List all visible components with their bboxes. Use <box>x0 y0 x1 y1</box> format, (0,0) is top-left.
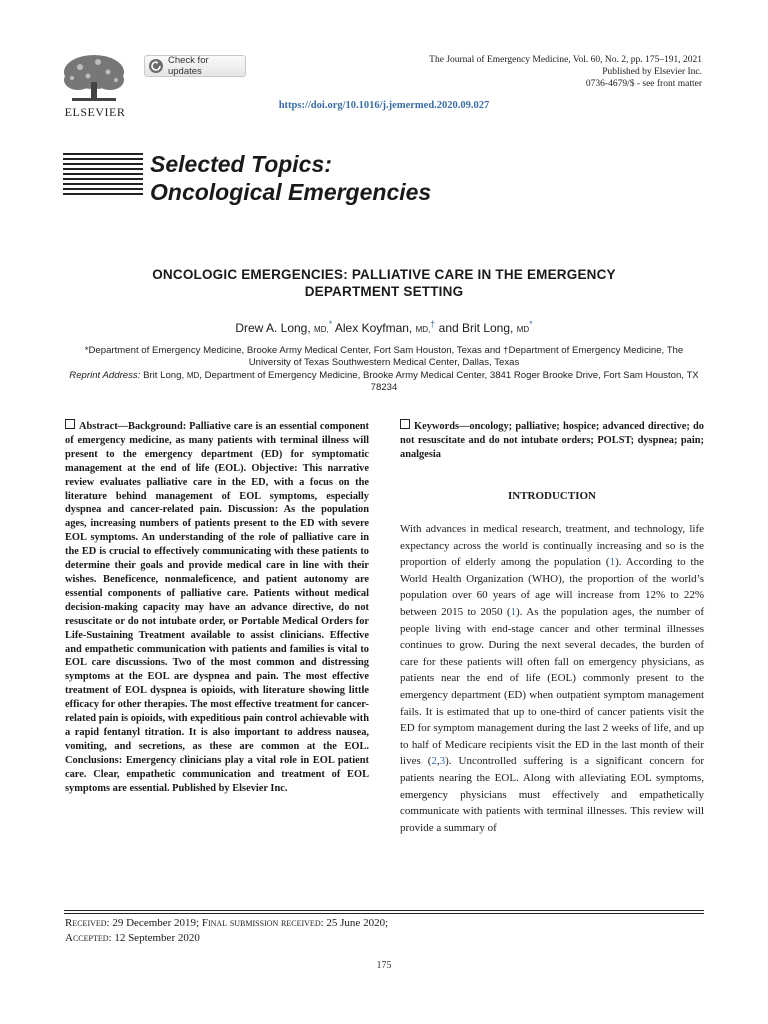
abstract <box>65 419 369 795</box>
article-title <box>90 266 678 300</box>
section-title <box>150 150 431 206</box>
keywords-box-icon <box>400 419 410 429</box>
introduction-heading: INTRODUCTION <box>507 490 596 502</box>
received-label: Received: <box>65 917 110 929</box>
section-rule-lines <box>63 153 143 203</box>
issn-line: 0736-4679/$ - see front matter <box>585 79 702 89</box>
accepted-label: Accepted: <box>65 931 112 944</box>
author-name: and Brit Long, <box>438 321 514 335</box>
affiliations <box>64 345 704 395</box>
final-date: 25 June 2020; <box>326 917 389 929</box>
section-title-line2: Oncological Emergencies <box>150 179 432 205</box>
keywords <box>400 419 704 462</box>
author-affil-mark[interactable]: † <box>430 319 436 329</box>
author-degree: MD <box>516 325 530 334</box>
citation-link[interactable]: 1 <box>609 556 616 569</box>
author-affil-mark[interactable]: * <box>529 319 533 329</box>
publisher-name: ELSEVIER <box>64 105 126 119</box>
received-date: 29 December 2019; <box>112 917 200 929</box>
check-updates-label: Check for updates <box>167 55 209 77</box>
abstract-text: Abstract—Background: Palliative care is an essential component of emergency medicine, as many patients with terminal illness will present to the emergency department (ED) for symptomatic management at the end of life (EOL). Objective: This narrative review evaluates palliative care in the ED, with a focus on the literature behind management of EOL symptoms, especially dyspnea and cancer-related pain. Discussion: As the population ages, increasing numbers of patients present to the ED with severe EOL symptoms. An understanding of the role of palliative care in the ED is crucial to effectively communicating with these patients to determine their goals and provide medical care in line with their wishes. Beneficence, nonmaleficence, and patient autonomy are essential components of palliative care. Patients without medical decision-making capacity may have an advance directive, do not resuscitate or do not intubate order, or Portable Medical Orders for Life-Sustaining Treatment available to assist clinicians. Effective and empathetic communication with patients and families is vital to EOL care discussions. Two of the most common and distressing symptoms at the EOL are dyspnea and pain. The most effective treatment of EOL dyspnea is opioids, with literature showing little efficacy for other therapies. The most effective treatment for cancer-related pain is opioids, with expeditious pain control achievable with a rapid fentanyl titration. It is also important to address nausea, vomiting, and secretions, as these are common at the EOL. Conclusions: Emergency clinicians play a vital role in EOL patient care. Clear, empathetic communication and treatment of EOL symptoms are essential. Published by Elsevier Inc. <box>65 421 369 794</box>
intro-text: With advances in medical research, treatment, and technology, life expectancy across the world is continually increasing and so is the proportion of elderly among the population ( <box>400 523 704 569</box>
author-degree: MD, <box>314 325 329 334</box>
final-label: Final submission received: <box>201 917 324 929</box>
check-for-updates-button[interactable] <box>144 55 246 77</box>
author-list <box>90 319 678 335</box>
citation-link[interactable]: 1 <box>510 605 517 618</box>
doi-link-wrap <box>0 100 768 111</box>
section-title-line1: Selected Topics: <box>150 151 332 177</box>
journal-info <box>382 54 702 90</box>
reprint-text-a: Brit Long, <box>143 369 185 381</box>
article-title-line2: DEPARTMENT SETTING <box>304 284 464 299</box>
affiliation-text: *Department of Emergency Medicine, Brooke Army Medical Center, Fort Sam Houston, Texas and †Department of Emergency Medicine, The University of Texas Southwestern Medical Center, Dallas, Texas <box>84 345 684 369</box>
citation-link[interactable]: 3 <box>439 755 446 768</box>
reprint-label: Reprint Address: <box>69 369 141 381</box>
article-title-line1: ONCOLOGIC EMERGENCIES: PALLIATIVE CARE IN THE EMERGENCY <box>152 267 616 282</box>
intro-text: ). According to the World Health Organization (WHO), the proportion of the world’s population over 60 years of age will increase from 12% to 22% between 2015 to 2050 ( <box>400 556 704 618</box>
keywords-text: Keywords—oncology; palliative; hospice; advanced directive; do not resuscitate and do not intubate orders; POLST; dyspnea; pain; analgesia <box>400 421 704 460</box>
journal-citation: The Journal of Emergency Medicine, Vol. 60, No. 2, pp. 175–191, 2021 <box>429 55 702 65</box>
author-name: Drew A. Long, <box>235 321 311 335</box>
author-affil-mark[interactable]: * <box>328 319 333 329</box>
intro-text: ). Uncontrolled suffering is a significant concern for patients nearing the EOL. Along with alleviating EOL symptoms, emergency physicians must effectively and empathetically communicate with patients with terminal illnesses. This review will provide a summary of <box>400 755 704 834</box>
dates-line1 <box>65 916 705 931</box>
doi-link[interactable]: https://doi.org/10.1016/j.jemermed.2020.09.027 <box>278 100 490 111</box>
check-updates-icon <box>149 59 163 73</box>
page-number: 175 <box>376 960 392 971</box>
introduction-body <box>400 521 704 836</box>
reprint-text-b: , Department of Emergency Medicine, Brooke Army Medical Center, 3841 Roger Brooke Drive, Fort Sam Houston, TX 78234 <box>199 369 699 394</box>
citation-link[interactable]: 2 <box>431 755 437 768</box>
reprint-address <box>64 370 704 395</box>
footer-rule <box>64 910 704 911</box>
author-name: Alex Koyfman, <box>334 321 413 335</box>
article-dates <box>65 916 705 945</box>
dates-line2 <box>65 931 705 946</box>
reprint-degree: MD <box>186 370 200 380</box>
citation-separator: , <box>436 755 440 768</box>
abstract-box-icon <box>65 419 75 429</box>
footer-rule <box>64 913 704 914</box>
author-degree: MD, <box>415 325 431 334</box>
publisher-line: Published by Elsevier Inc. <box>602 67 702 77</box>
accepted-date: 12 September 2020 <box>114 931 200 944</box>
intro-text: ). As the population ages, the number of people living with end-stage cancer and other terminal illnesses continues to grow. During the next several decades, the burden of care for these patients will often fall on emergency physicians, as patients near the end of life (EOL) commonly present to the emergency department (ED) when outpatient symptom management fails. It is estimated that up to one-third of cancer patients visit the ED for symptom management during the last 2 weeks of life, and up to half of Medicare recipients visit the ED in the last month of their lives ( <box>400 605 704 768</box>
